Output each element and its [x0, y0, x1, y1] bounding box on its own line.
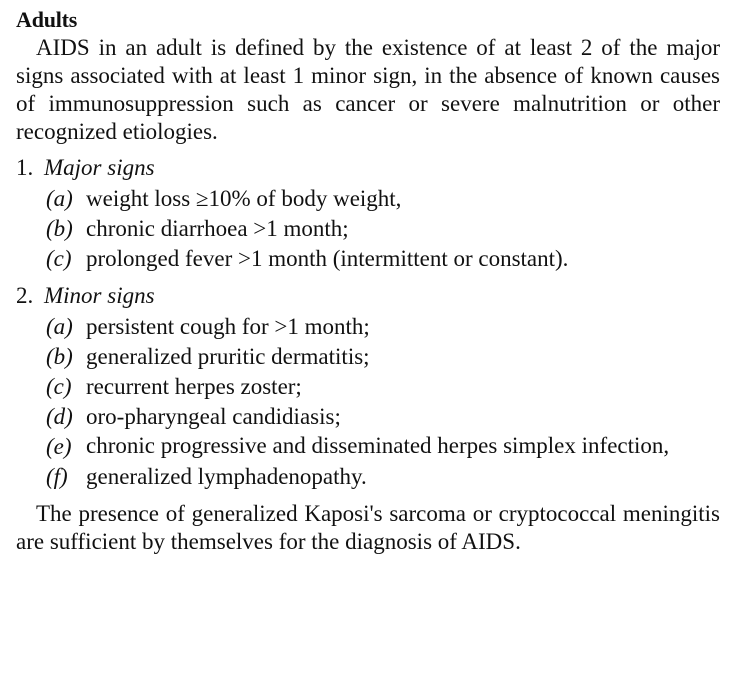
item-label: (f) — [46, 464, 68, 489]
closing-paragraph: The presence of generalized Kaposi's sarcoma or cryptococcal meningitis are sufficient by themselves for the diagnosis of AIDS. — [16, 501, 720, 554]
intro-paragraph: AIDS in an adult is defined by the existence of at least 2 of the major signs associated with at least 1 minor sign, in the absence of known causes of immunosuppression such as cancer or severe malnutrition or other recognized etiologies. — [16, 35, 720, 144]
item-label: (b) — [46, 344, 73, 369]
minor-signs-heading — [16, 282, 720, 310]
major-signs-number: 1. — [16, 155, 34, 180]
item-label: (c) — [46, 374, 72, 399]
item-label: (b) — [46, 216, 73, 241]
list-item — [46, 244, 720, 274]
item-text: generalized pruritic dermatitis; — [86, 344, 370, 369]
minor-signs-title: Minor signs — [44, 283, 155, 308]
list-item — [46, 312, 720, 342]
list-item — [46, 372, 720, 402]
list-item — [46, 462, 720, 492]
minor-signs-number: 2. — [16, 283, 34, 308]
item-text: recurrent herpes zoster; — [86, 374, 302, 399]
list-item — [46, 184, 720, 214]
section-heading: Adults — [16, 7, 78, 32]
item-label: (e) — [46, 434, 72, 459]
list-item — [46, 432, 720, 462]
item-text: persistent cough for >1 month; — [86, 314, 370, 339]
major-signs-title: Major signs — [44, 155, 155, 180]
list-item — [46, 342, 720, 372]
major-signs-section — [16, 154, 720, 274]
item-text: prolonged fever >1 month (intermittent or constant). — [86, 246, 569, 271]
item-label: (d) — [46, 404, 73, 429]
item-text: weight loss ≥10% of body weight, — [86, 186, 402, 211]
item-text: chronic diarrhoea >1 month; — [86, 216, 349, 241]
list-item — [46, 214, 720, 244]
item-text: generalized lymphadenopathy. — [86, 464, 367, 489]
item-text: oro-pharyngeal candidiasis; — [86, 404, 341, 429]
item-label: (c) — [46, 246, 72, 271]
major-signs-heading — [16, 154, 720, 182]
list-item — [46, 402, 720, 432]
item-text: chronic progressive and disseminated herpes simplex infection, — [86, 433, 670, 458]
item-label: (a) — [46, 186, 73, 211]
item-label: (a) — [46, 314, 73, 339]
minor-signs-section — [16, 282, 720, 492]
